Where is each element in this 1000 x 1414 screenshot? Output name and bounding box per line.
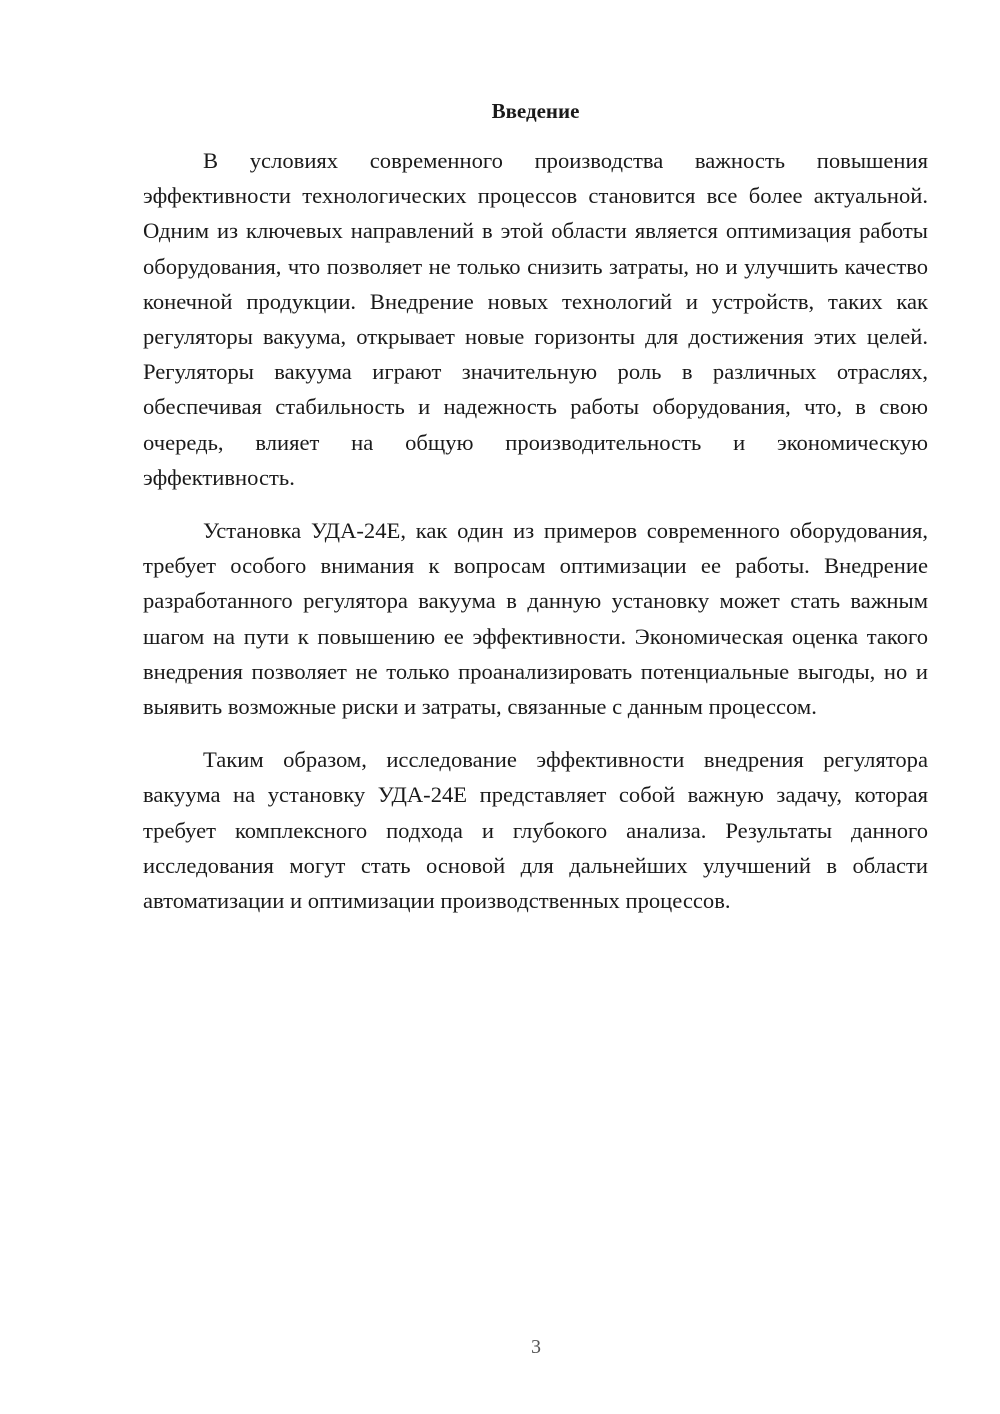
page-number: 3 (531, 1336, 541, 1358)
document-body (143, 143, 928, 936)
section-heading: Введение (491, 99, 580, 123)
paragraph-1: В условиях современного производства важность повышения эффективности технологических процессов становится все более актуальной. Одним из ключевых направлений в этой области является оптимизация работы оборудования, что позволяет не только снизить затраты, но и улучшить качество конечной продукции. Внедрение новых технологий и устройств, таких как регуляторы вакуума, открывает новые горизонты для достижения этих целей. Регуляторы вакуума играют значительную роль в различных отраслях, обеспечивая стабильность и надежность работы оборудования, что, в свою очередь, влияет на общую производительность и экономическую эффективность. (143, 148, 928, 490)
paragraph-2: Установка УДА-24Е, как один из примеров современного оборудования, требует особого внимания к вопросам оптимизации ее работы. Внедрение разработанного регулятора вакуума в данную установку может стать важным шагом на пути к повышению ее эффективности. Экономическая оценка такого внедрения позволяет не только проанализировать потенциальные выгоды, но и выявить возможные риски и затраты, связанные с данным процессом. (143, 518, 928, 720)
paragraph-3: Таким образом, исследование эффективности внедрения регулятора вакуума на установку УДА-24Е представляет собой важную задачу, которая требует комплексного подхода и глубокого анализа. Результаты данного исследования могут стать основой для дальнейших улучшений в области автоматизации и оптимизации производственных процессов. (143, 747, 928, 914)
